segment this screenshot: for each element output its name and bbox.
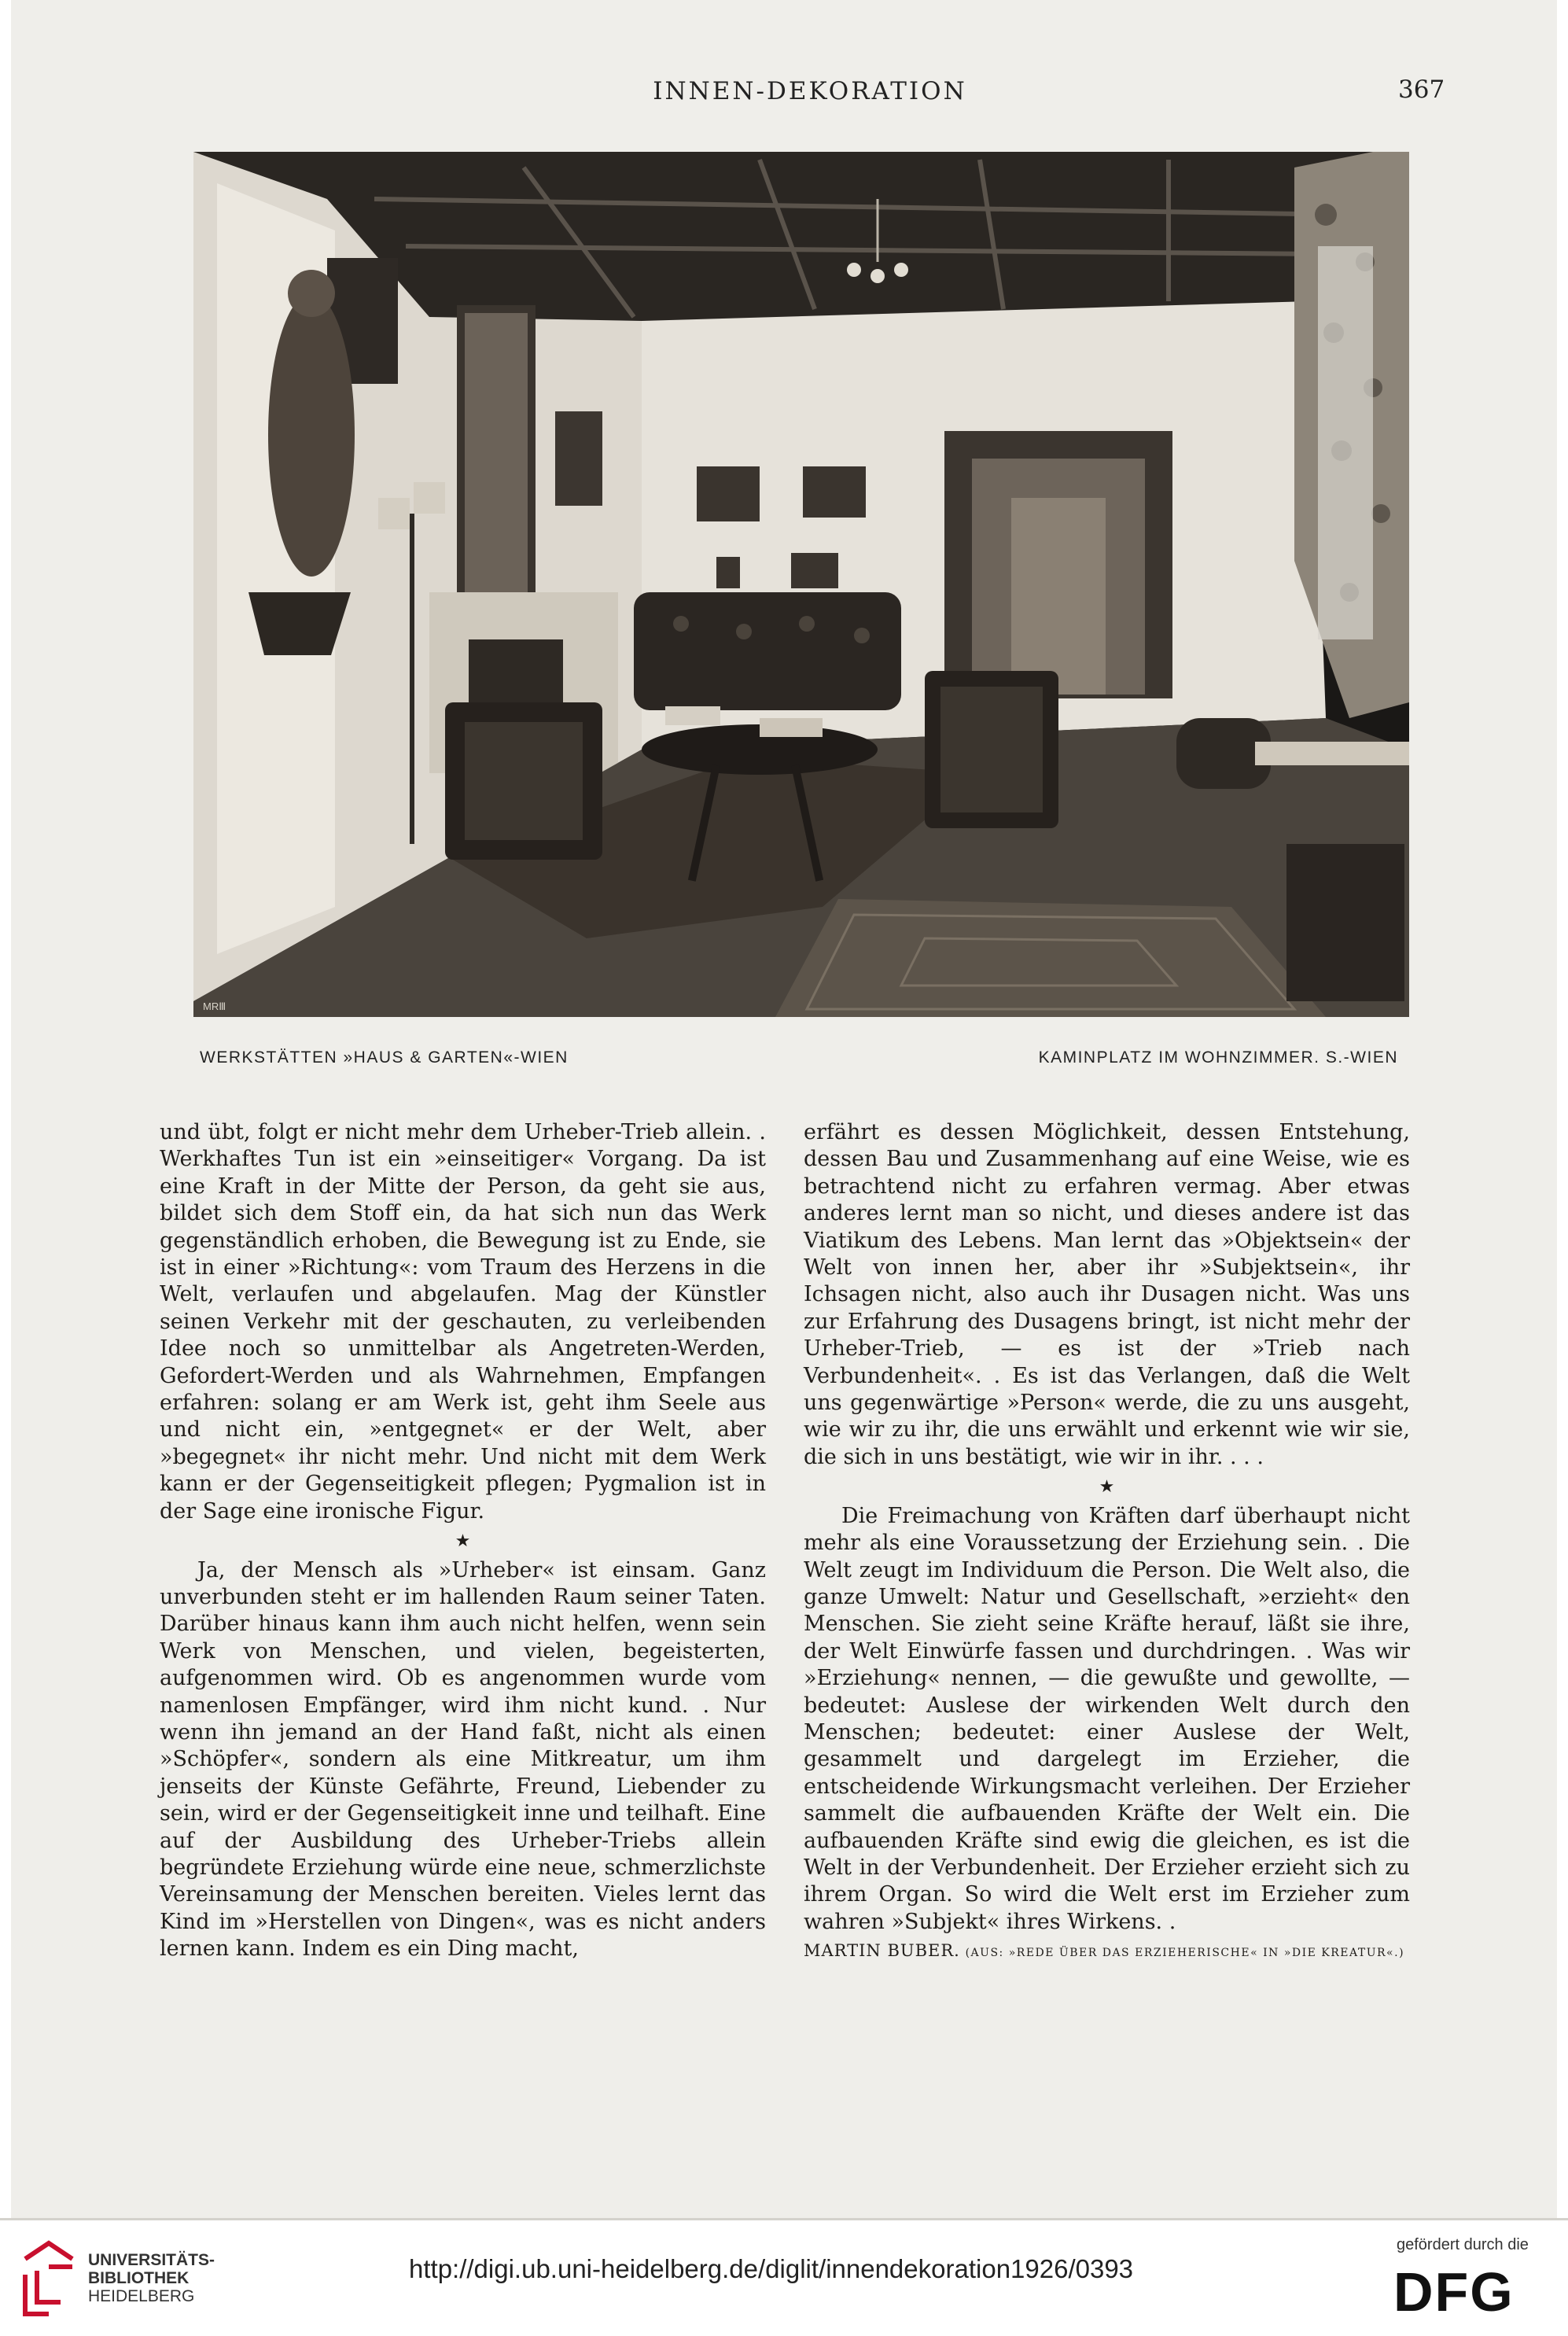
funding-note: gefördert durch die: [1397, 2236, 1529, 2253]
paragraph: Ja, der Mensch als »Urheber« ist einsam. Ganz unverbunden steht er im hallenden Raum seiner Taten. Darüber hinaus kann ihm auch nicht helfen, wenn sein Werk von Menschen, und vielen, begeisterten, aufgenommen wird. Ob es angenommen wurde vom namenlosen Empfänger, wird ihm nicht kund. . Nur wenn ihn jemand an der Hand faßt, nicht als einen »Schöpfer«, sondern als eine Mitkreatur, um ihm jenseits der Künste Gefährte, Freund, Liebender zu sein, wird er der Gegenseitigkeit inne und teilhaft. Eine auf der Ausbildung des Urheber-Triebs allein begründete Erziehung würde eine neue, schmerzlichste Vereinsamung der Menschen bereiten. Vieles lernt das Kind im »Herstellen von Dingen«, was es nicht anders lernen kann. Indem es ein Ding macht,: [160, 1557, 766, 1962]
author-name: MARTIN BUBER.: [804, 1941, 960, 1961]
section-star: ★: [455, 1531, 471, 1552]
section-star: ★: [1099, 1477, 1115, 1498]
library-name: [88, 2251, 215, 2305]
caption-workshop: WERKSTÄTTEN »HAUS & GARTEN«-WIEN: [200, 1048, 569, 1067]
paragraph: Die Freimachung von Kräften darf überhaupt nicht mehr als eine Voraussetzung der Erziehung sein. . Die Welt zeugt im Individuum die Person. Die Welt also, die ganze Umwelt: Natur und Gesellschaft, »erzieht« den Menschen. Sie zieht seine Kräfte herauf, läßt sie ihre, der Welt Einwürfe fassen und durchdringen. . Was wir »Erziehung« nennen, — die gewußte und gewollte, — bedeutet: Auslese der wirkenden Welt durch den Menschen; bedeutet: einer Auslese der Welt, gesammelt und dargelegt im Erzieher, die entscheidende Wirkungsmacht verleihen. Der Erzieher sammelt die aufbauenden Kräfte der Welt ein. Die aufbauenden Kräfte sind ewig die gleichen, es ist die Welt in der Verbundenheit. Der Erzieher erzieht sich zu ihrem Organ. So wird die Welt erst im Erzieher zum wahren »Subjekt« ihres Wirkens. .: [804, 1503, 1410, 1934]
room-photograph: [193, 152, 1409, 1017]
text-column-left: [160, 1119, 766, 1963]
paragraph: und übt, folgt er nicht mehr dem Urheber-Trieb allein. . Werkhaftes Tun ist ein »einseitiger« Vorgang. Da ist eine Kraft in der Mitte der Person, da geht sie aus, bildet sich dem Stoff ein, da hat sich nun das Werk gegenständlich erhoben, die Bewegung ist zu Ende, sie ist in einer »Richtung«: vom Traum des Herzens in die Welt, verlaufen und abgelaufen. Mag der Künstler seinen Verkehr mit der geschauten, zu verleibenden Idee noch so unmittelbar als Angetreten-Werden, Gefordert-Werden und als Wahrnehmen, Empfangen erfahren: solang er am Werk ist, geht ihm Seele aus und nicht ein, »entgegnet« er der Welt, aber »begegnet« ihr nicht mehr. Und nicht mit dem Werk kann er der Gegenseitigkeit pflegen; Pygmalion ist in der Sage eine ironische Figur.: [160, 1120, 766, 1524]
text-column-right: [804, 1119, 1410, 1967]
library-line-2: BIBLIOTHEK: [88, 2269, 190, 2287]
paragraph: erfährt es dessen Möglichkeit, dessen Entstehung, dessen Bau und Zusammenhang auf eine Weise, wie es betrachtend nicht zu erfahren vermag. Aber etwas anderes lernt man so nicht, und dieses andere ist das Viatikum des Lebens. Man lernt das »Objektsein« der Welt von innen her, aber ihr »Subjektsein«, ihr Ichsagen nicht, also auch ihr Dusagen nicht. Was uns zur Erfahrung des Dusagens bringt, ist nicht mehr der Urheber-Trieb, — es ist der »Trieb nach Verbundenheit«. . Es ist das Verlangen, daß die Welt uns gegenwärtige »Person« werde, die zu uns ausgeht, wie wir zu ihr, die uns erwählt und erkennt wie wir sie, die sich in uns bestätigt, wie wir in ihr. . . .: [804, 1120, 1410, 1469]
page-number: 367: [1398, 76, 1445, 104]
photographer-monogram: MRⅢ: [203, 1000, 226, 1012]
permalink-url[interactable]: http://digi.ub.uni-heidelberg.de/diglit/innendekoration1926/0393: [409, 2254, 1134, 2283]
running-head: INNEN-DEKORATION: [653, 77, 967, 105]
photo-drawing: [193, 152, 1409, 1017]
dfg-logo: DFG: [1393, 2261, 1515, 2323]
author-signature: [804, 1937, 1410, 1966]
library-line-3: HEIDELBERG: [88, 2287, 195, 2305]
library-logo-icon: [17, 2235, 80, 2325]
source-note: (AUS: »REDE ÜBER DAS ERZIEHERISCHE« IN »DIE KREATUR«.): [965, 1947, 1405, 1960]
caption-room: KAMINPLATZ IM WOHNZIMMER. S.-WIEN: [1038, 1048, 1398, 1067]
library-line-1: UNIVERSITÄTS-: [88, 2251, 215, 2269]
footer-divider: [0, 2218, 1568, 2220]
